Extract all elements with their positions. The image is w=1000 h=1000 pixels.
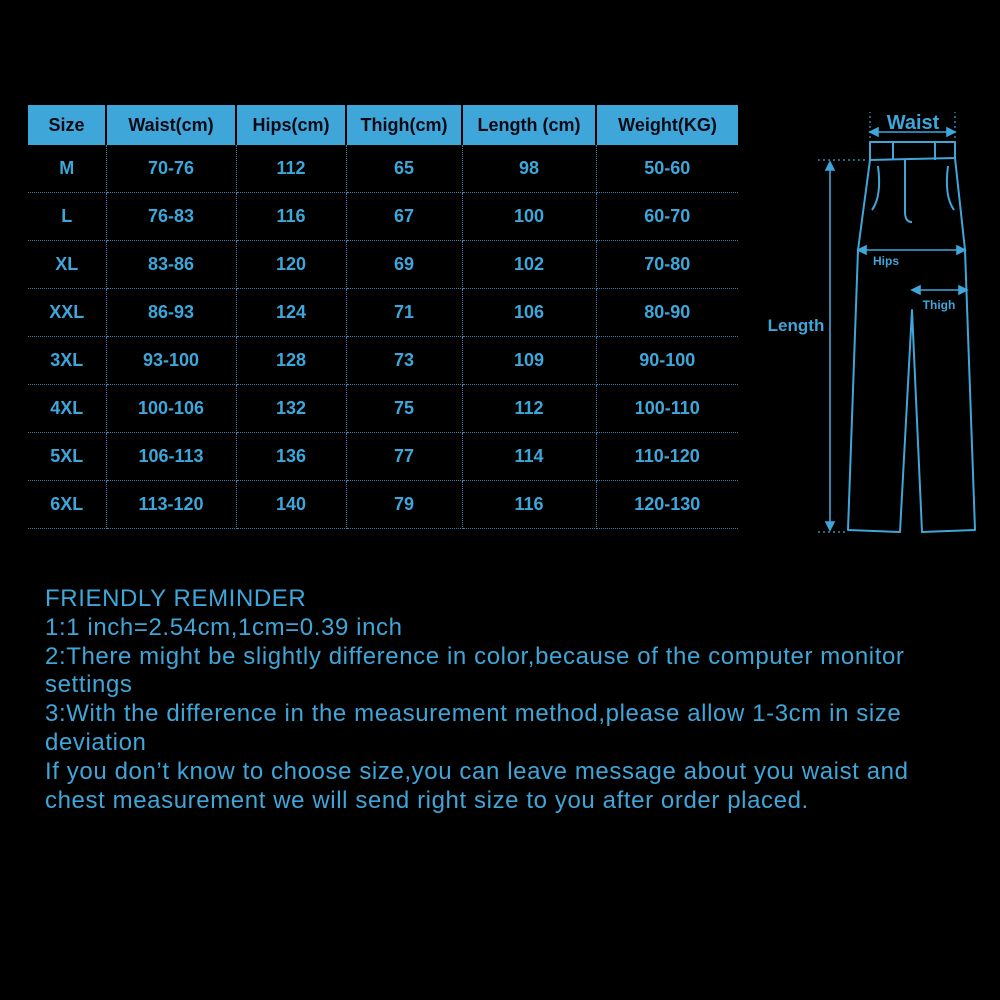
cell-thigh: 75: [346, 385, 462, 433]
cell-size: L: [28, 193, 106, 241]
cell-weight: 100-110: [596, 385, 738, 433]
cell-weight: 50-60: [596, 145, 738, 193]
cell-length: 100: [462, 193, 596, 241]
cell-thigh: 69: [346, 241, 462, 289]
pants-outline-icon: [848, 142, 975, 532]
header-hips: Hips(cm): [236, 105, 346, 145]
cell-waist: 106-113: [106, 433, 236, 481]
cell-weight: 80-90: [596, 289, 738, 337]
cell-waist: 100-106: [106, 385, 236, 433]
header-length: Length (cm): [462, 105, 596, 145]
cell-waist: 113-120: [106, 481, 236, 529]
cell-weight: 70-80: [596, 241, 738, 289]
header-weight: Weight(KG): [596, 105, 738, 145]
cell-size: XL: [28, 241, 106, 289]
cell-waist: 76-83: [106, 193, 236, 241]
cell-weight: 120-130: [596, 481, 738, 529]
reminder-line-1: 1:1 inch=2.54cm,1cm=0.39 inch: [45, 613, 403, 641]
cell-length: 109: [462, 337, 596, 385]
cell-thigh: 65: [346, 145, 462, 193]
waist-label: Waist: [886, 112, 940, 134]
cell-weight: 110-120: [596, 433, 738, 481]
cell-hips: 140: [236, 481, 346, 529]
cell-size: 4XL: [28, 385, 106, 433]
cell-thigh: 67: [346, 193, 462, 241]
cell-thigh: 77: [346, 433, 462, 481]
length-label: Length: [767, 316, 825, 335]
cell-hips: 136: [236, 433, 346, 481]
cell-hips: 120: [236, 241, 346, 289]
reminder-line-4: If you don’t know to choose size,you can leave message about you waist and chest measurement we will send right size to you after order placed.: [45, 757, 909, 814]
cell-hips: 112: [236, 145, 346, 193]
friendly-reminder: [45, 585, 975, 815]
reminder-title: FRIENDLY REMINDER: [45, 585, 307, 612]
cell-hips: 116: [236, 193, 346, 241]
measurement-guides: [818, 112, 955, 532]
cell-length: 116: [462, 481, 596, 529]
cell-waist: 83-86: [106, 241, 236, 289]
cell-waist: 93-100: [106, 337, 236, 385]
cell-size: 5XL: [28, 433, 106, 481]
header-waist: Waist(cm): [106, 105, 236, 145]
cell-size: 3XL: [28, 337, 106, 385]
reminder-line-2: 2:There might be slightly difference in color,because of the computer monitor settings: [45, 642, 905, 699]
cell-length: 112: [462, 385, 596, 433]
cell-weight: 60-70: [596, 193, 738, 241]
cell-waist: 86-93: [106, 289, 236, 337]
cell-thigh: 79: [346, 481, 462, 529]
cell-weight: 90-100: [596, 337, 738, 385]
cell-length: 106: [462, 289, 596, 337]
cell-thigh: 73: [346, 337, 462, 385]
header-thigh: Thigh(cm): [346, 105, 462, 145]
cell-waist: 70-76: [106, 145, 236, 193]
cell-thigh: 71: [346, 289, 462, 337]
thigh-label: Thigh: [922, 298, 956, 312]
cell-size: 6XL: [28, 481, 106, 529]
cell-length: 114: [462, 433, 596, 481]
measurement-arrows: [826, 128, 967, 530]
cell-length: 98: [462, 145, 596, 193]
cell-size: M: [28, 145, 106, 193]
cell-hips: 124: [236, 289, 346, 337]
reminder-line-3: 3:With the difference in the measurement method,please allow 1-3cm in size deviation: [45, 700, 902, 756]
cell-size: XXL: [28, 289, 106, 337]
cell-hips: 128: [236, 337, 346, 385]
cell-hips: 132: [236, 385, 346, 433]
cell-length: 102: [462, 241, 596, 289]
header-size: Size: [28, 105, 106, 145]
hips-label: Hips: [872, 254, 900, 268]
